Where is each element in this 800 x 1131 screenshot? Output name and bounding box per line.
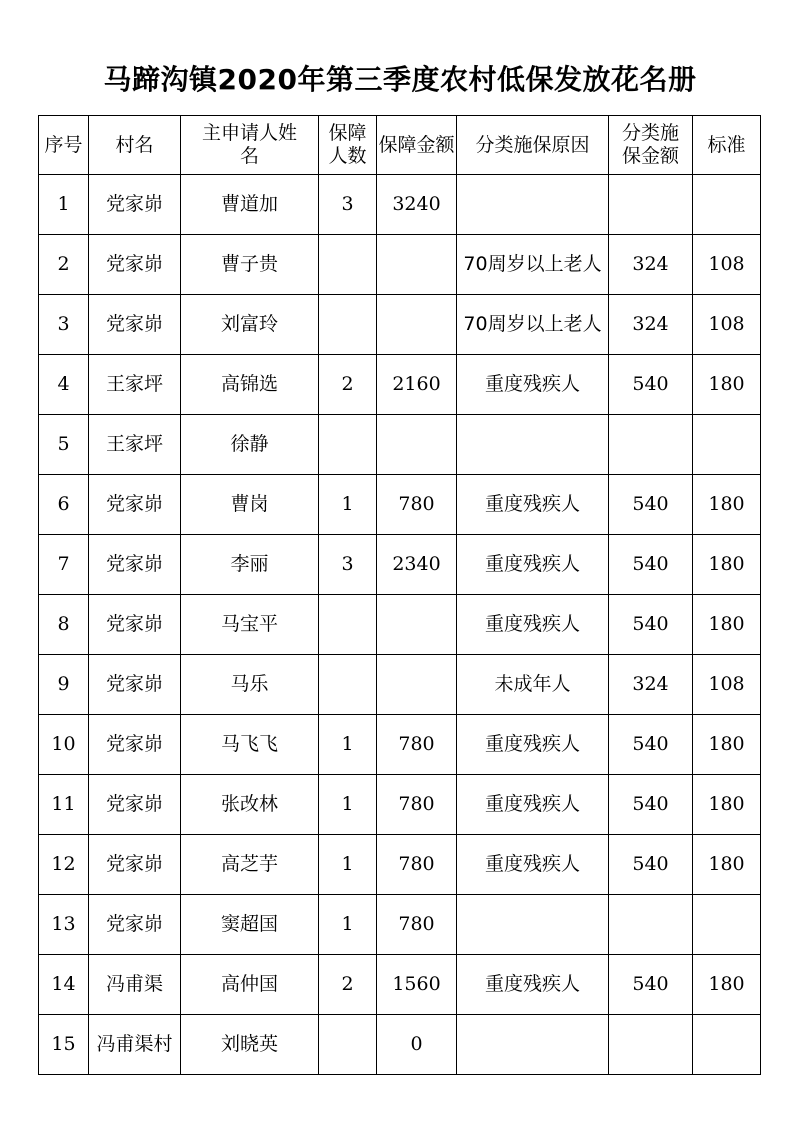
cell-village: 党家峁 [89,655,181,715]
table-row [39,835,761,895]
cell-village: 党家峁 [89,535,181,595]
cell-standard: 180 [693,355,761,415]
table-row [39,895,761,955]
cell-reason [457,415,609,475]
cell-village: 党家峁 [89,175,181,235]
cell-amount: 780 [377,775,457,835]
cell-standard: 180 [693,715,761,775]
cell-village: 冯甫渠 [89,955,181,1015]
cell-persons [319,595,377,655]
table-row [39,655,761,715]
cell-seq: 2 [39,235,89,295]
cell-village: 党家峁 [89,235,181,295]
cell-standard [693,175,761,235]
table-row [39,715,761,775]
cell-village: 王家坪 [89,355,181,415]
cell-amount: 780 [377,895,457,955]
cell-village: 党家峁 [89,295,181,355]
cell-persons [319,295,377,355]
cell-category-amount [609,895,693,955]
cell-category-amount [609,415,693,475]
cell-persons: 1 [319,715,377,775]
header-row [39,116,761,175]
header-persons: 保障人数 [319,116,377,175]
cell-category-amount: 324 [609,655,693,715]
cell-seq: 15 [39,1015,89,1075]
cell-seq: 11 [39,775,89,835]
cell-amount: 780 [377,475,457,535]
cell-persons: 1 [319,775,377,835]
cell-standard: 108 [693,655,761,715]
page-title: 马蹄沟镇2020年第三季度农村低保发放花名册 [103,63,697,96]
cell-applicant: 刘富玲 [181,295,319,355]
cell-category-amount: 540 [609,715,693,775]
cell-seq: 3 [39,295,89,355]
cell-village: 党家峁 [89,715,181,775]
cell-applicant: 高芝芋 [181,835,319,895]
cell-amount [377,295,457,355]
header-applicant: 主申请人姓名 [181,116,319,175]
table-row [39,355,761,415]
cell-seq: 13 [39,895,89,955]
cell-persons: 3 [319,535,377,595]
cell-persons: 2 [319,355,377,415]
cell-reason: 重度残疾人 [457,775,609,835]
cell-persons [319,415,377,475]
cell-reason: 重度残疾人 [457,715,609,775]
table-row [39,595,761,655]
cell-applicant: 曹岗 [181,475,319,535]
cell-village: 党家峁 [89,595,181,655]
cell-category-amount: 540 [609,595,693,655]
cell-amount: 1560 [377,955,457,1015]
table-row [39,235,761,295]
header-reason: 分类施保原因 [457,116,609,175]
table-row [39,775,761,835]
header-village: 村名 [89,116,181,175]
cell-persons [319,655,377,715]
cell-seq: 12 [39,835,89,895]
cell-category-amount [609,175,693,235]
table-row [39,175,761,235]
cell-applicant: 马飞飞 [181,715,319,775]
cell-applicant: 刘晓英 [181,1015,319,1075]
cell-category-amount: 540 [609,475,693,535]
roster-table [38,115,761,1075]
cell-seq: 5 [39,415,89,475]
header-standard: 标准 [693,116,761,175]
cell-amount: 2340 [377,535,457,595]
cell-category-amount: 324 [609,295,693,355]
header-amount: 保障金额 [377,116,457,175]
cell-reason: 重度残疾人 [457,355,609,415]
cell-seq: 1 [39,175,89,235]
table-row [39,475,761,535]
cell-standard: 180 [693,775,761,835]
cell-amount [377,655,457,715]
cell-persons: 1 [319,835,377,895]
cell-reason [457,1015,609,1075]
cell-seq: 9 [39,655,89,715]
cell-seq: 6 [39,475,89,535]
header-seq: 序号 [39,116,89,175]
cell-category-amount: 540 [609,955,693,1015]
cell-seq: 4 [39,355,89,415]
cell-reason [457,175,609,235]
cell-reason: 重度残疾人 [457,955,609,1015]
cell-standard: 180 [693,535,761,595]
cell-persons: 2 [319,955,377,1015]
cell-persons: 3 [319,175,377,235]
cell-standard [693,1015,761,1075]
cell-applicant: 李丽 [181,535,319,595]
cell-seq: 14 [39,955,89,1015]
cell-reason: 未成年人 [457,655,609,715]
cell-standard: 108 [693,295,761,355]
cell-reason: 重度残疾人 [457,595,609,655]
cell-amount: 780 [377,835,457,895]
table-row [39,415,761,475]
cell-reason: 重度残疾人 [457,475,609,535]
cell-village: 党家峁 [89,775,181,835]
cell-persons: 1 [319,895,377,955]
roster-body [39,175,761,1075]
cell-amount: 0 [377,1015,457,1075]
cell-amount: 2160 [377,355,457,415]
cell-standard: 180 [693,955,761,1015]
cell-persons [319,1015,377,1075]
cell-village: 王家坪 [89,415,181,475]
cell-standard: 180 [693,595,761,655]
cell-amount [377,595,457,655]
header-category-amount: 分类施保金额 [609,116,693,175]
cell-applicant: 马乐 [181,655,319,715]
cell-amount: 3240 [377,175,457,235]
cell-applicant: 马宝平 [181,595,319,655]
cell-category-amount: 540 [609,355,693,415]
table-row [39,535,761,595]
table-row [39,1015,761,1075]
cell-village: 党家峁 [89,835,181,895]
cell-persons: 1 [319,475,377,535]
cell-seq: 10 [39,715,89,775]
table-row [39,295,761,355]
cell-standard: 180 [693,835,761,895]
cell-standard [693,415,761,475]
cell-category-amount: 540 [609,535,693,595]
cell-applicant: 张改林 [181,775,319,835]
cell-village: 党家峁 [89,895,181,955]
cell-standard: 108 [693,235,761,295]
cell-village: 党家峁 [89,475,181,535]
cell-applicant: 曹子贵 [181,235,319,295]
cell-category-amount: 324 [609,235,693,295]
cell-reason: 70周岁以上老人 [457,295,609,355]
cell-category-amount: 540 [609,835,693,895]
cell-applicant: 高锦选 [181,355,319,415]
cell-applicant: 徐静 [181,415,319,475]
cell-reason: 重度残疾人 [457,535,609,595]
cell-village: 冯甫渠村 [89,1015,181,1075]
cell-reason [457,895,609,955]
cell-applicant: 高仲国 [181,955,319,1015]
cell-category-amount [609,1015,693,1075]
cell-standard: 180 [693,475,761,535]
cell-amount [377,235,457,295]
table-row [39,955,761,1015]
cell-persons [319,235,377,295]
cell-reason: 重度残疾人 [457,835,609,895]
cell-reason: 70周岁以上老人 [457,235,609,295]
cell-seq: 8 [39,595,89,655]
cell-category-amount: 540 [609,775,693,835]
cell-applicant: 窦超国 [181,895,319,955]
cell-amount: 780 [377,715,457,775]
cell-amount [377,415,457,475]
cell-applicant: 曹道加 [181,175,319,235]
cell-standard [693,895,761,955]
cell-seq: 7 [39,535,89,595]
